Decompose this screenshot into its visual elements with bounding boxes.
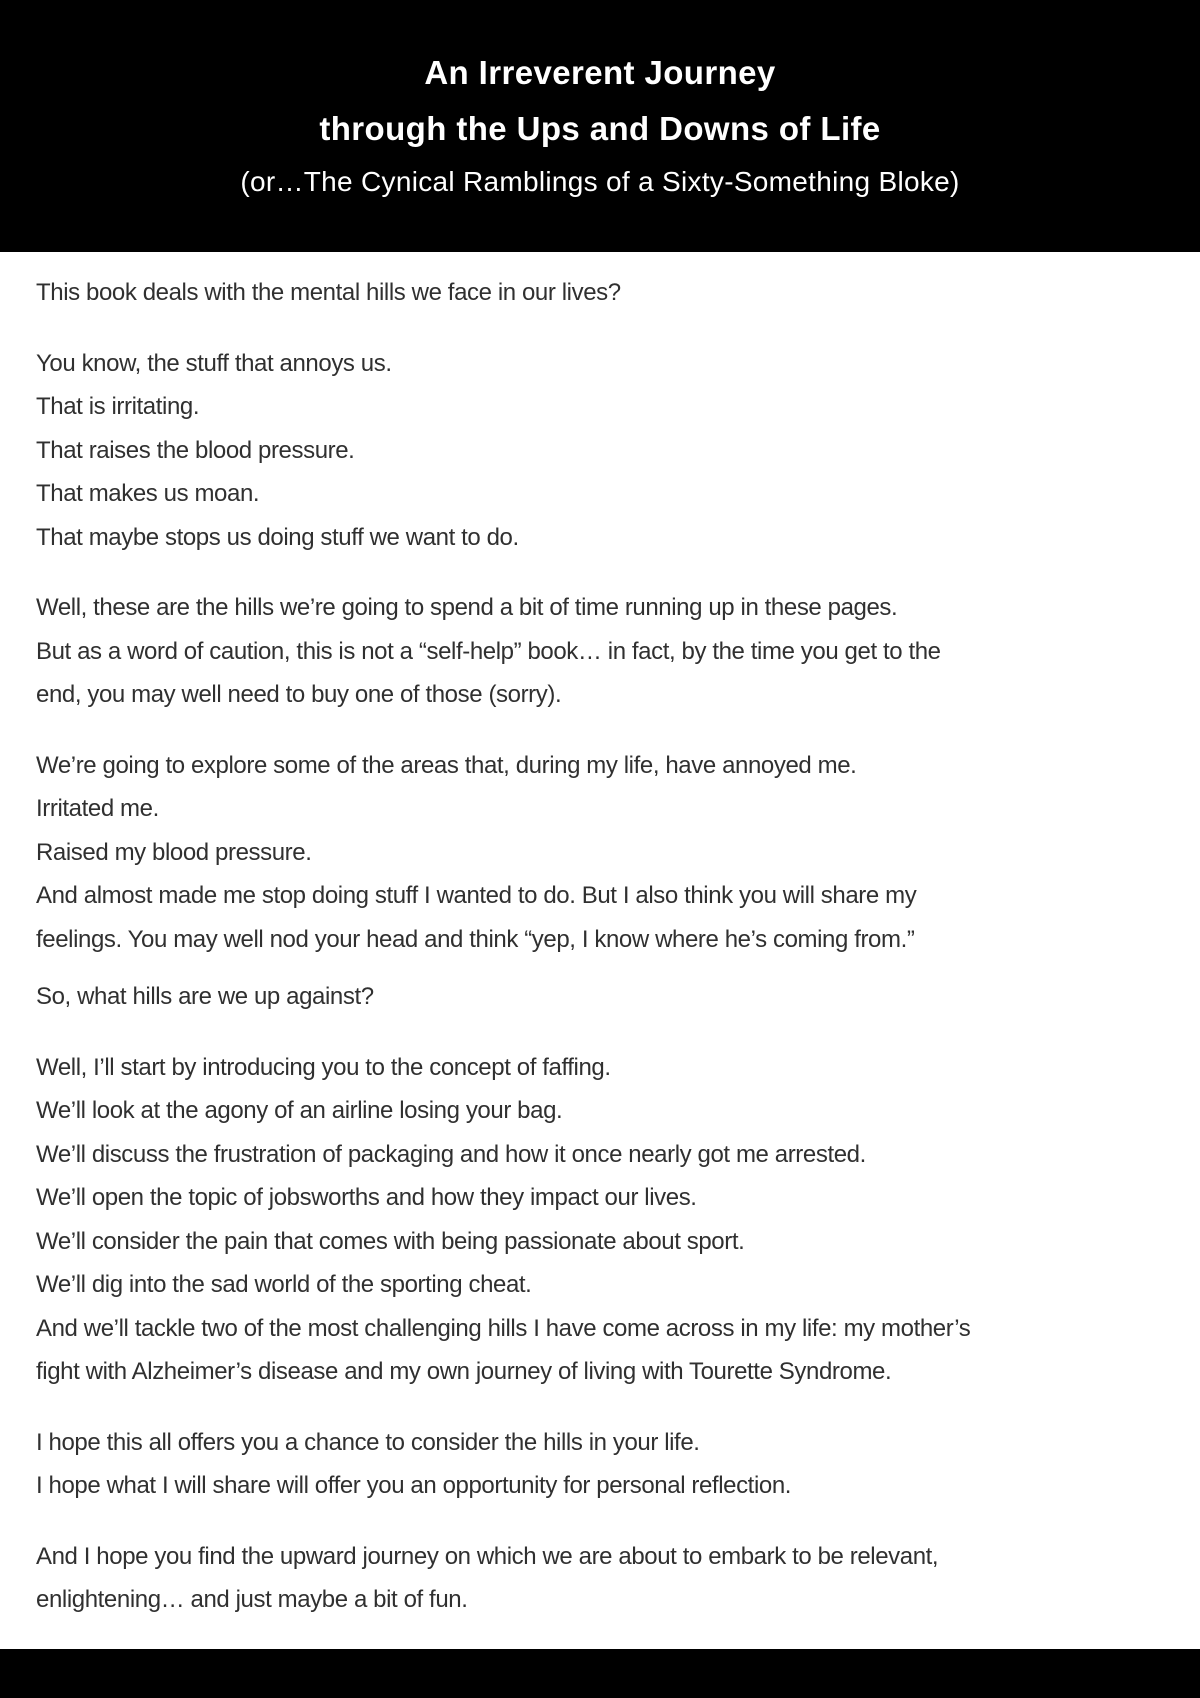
paragraph-line: feelings. You may well nod your head and think “yep, I know where he’s coming from.”	[36, 925, 915, 953]
paragraph	[36, 1046, 1164, 1394]
book-title-line-1: An Irreverent Journey	[424, 54, 776, 91]
paragraph-line: enlightening… and just maybe a bit of fun.	[36, 1586, 468, 1613]
paragraph-line: Well, these are the hills we’re going to spend a bit of time running up in these pages.	[36, 594, 898, 621]
page-body	[0, 252, 1200, 1649]
paragraph-line: I hope what I will share will offer you an opportunity for personal reflection.	[36, 1472, 792, 1499]
title-banner	[0, 0, 1200, 252]
paragraph-line: end, you may well need to buy one of those (sorry).	[36, 681, 562, 708]
paragraph	[36, 744, 1164, 962]
paragraph-line: I hope this all offers you a chance to consider the hills in your life.	[36, 1428, 700, 1456]
book-subtitle: (or…The Cynical Ramblings of a Sixty-Something Bloke)	[240, 166, 960, 197]
paragraph-line: We’ll consider the pain that comes with being passionate about sport.	[36, 1227, 745, 1255]
paragraph-line: We’ll dig into the sad world of the sporting cheat.	[36, 1271, 532, 1298]
paragraph-line: But as a word of caution, this is not a “self-help” book… in fact, by the time you get to the	[36, 637, 941, 665]
paragraph	[36, 586, 1164, 717]
book-title-line-2: through the Ups and Downs of Life	[319, 110, 881, 147]
paragraph	[36, 975, 1164, 1019]
paragraph-line: That makes us moan.	[36, 480, 260, 507]
paragraph-line: We’ll open the topic of jobsworths and how they impact our lives.	[36, 1184, 697, 1211]
paragraph-line: That maybe stops us doing stuff we want to do.	[36, 523, 519, 551]
paragraph-line: Irritated me.	[36, 795, 159, 822]
paragraph-line: We’ll look at the agony of an airline losing your bag.	[36, 1097, 563, 1124]
paragraph	[36, 342, 1164, 560]
paragraph-line: Well, I’ll start by introducing you to the concept of faffing.	[36, 1053, 611, 1081]
paragraph-line: So, what hills are we up against?	[36, 983, 374, 1010]
paragraph-line: We’ll discuss the frustration of packaging and how it once nearly got me arrested.	[36, 1140, 866, 1168]
paragraph-line: That is irritating.	[36, 393, 200, 420]
paragraph	[36, 1535, 1164, 1622]
paragraph-line: Raised my blood pressure.	[36, 838, 312, 866]
paragraph-line: And we’ll tackle two of the most challenging hills I have come across in my life: my mother’s	[36, 1314, 971, 1342]
bottom-banner	[0, 1649, 1200, 1698]
paragraph	[36, 271, 1164, 315]
paragraph-line: We’re going to explore some of the areas that, during my life, have annoyed me.	[36, 751, 857, 779]
paragraph-line: That raises the blood pressure.	[36, 436, 355, 464]
paragraph-line: You know, the stuff that annoys us.	[36, 349, 392, 377]
paragraph-line: This book deals with the mental hills we face in our lives?	[36, 279, 621, 306]
paragraph-line: fight with Alzheimer’s disease and my own journey of living with Tourette Syndrome.	[36, 1358, 892, 1385]
paragraph-line: And almost made me stop doing stuff I wanted to do. But I also think you will share my	[36, 882, 917, 909]
paragraph-line: And I hope you find the upward journey on which we are about to embark to be relevant,	[36, 1542, 939, 1570]
paragraph	[36, 1421, 1164, 1508]
